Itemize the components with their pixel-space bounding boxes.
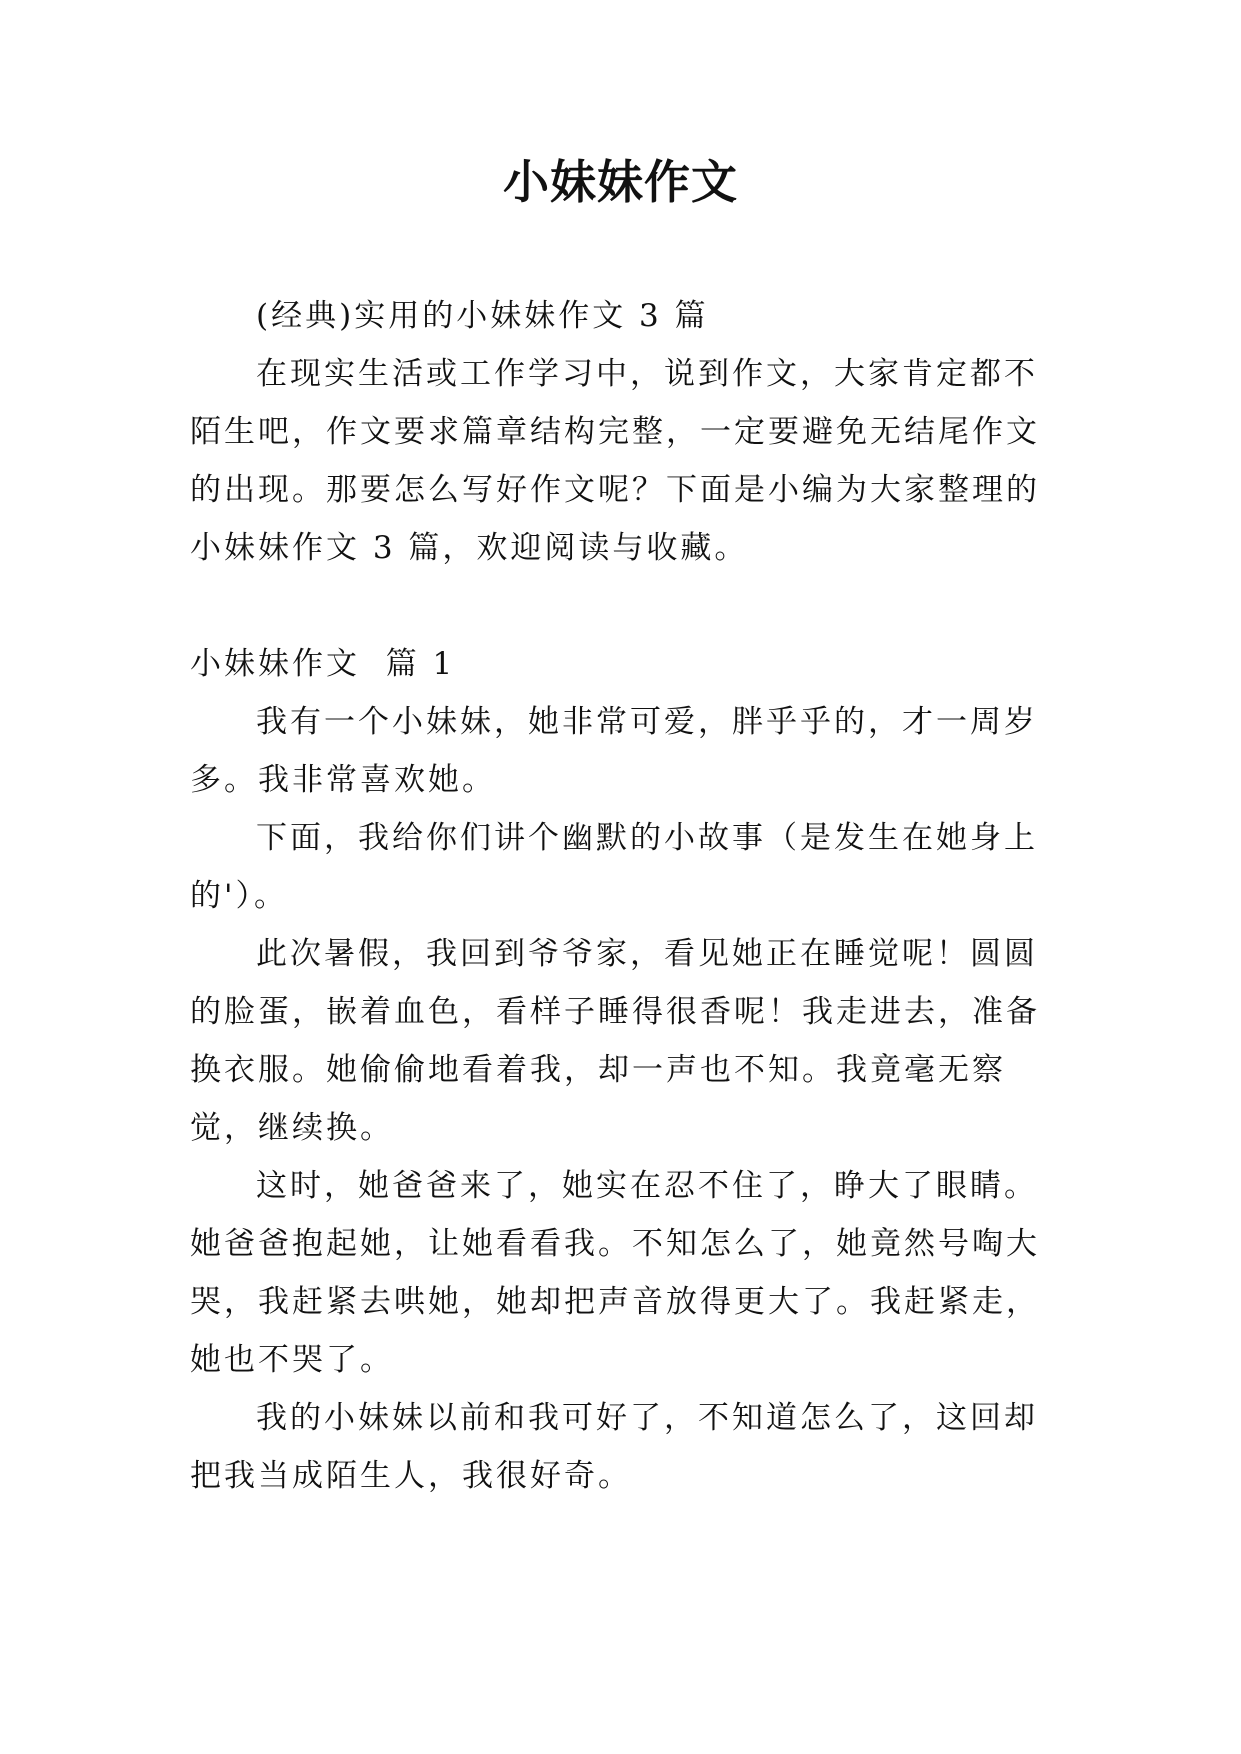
body-paragraph-1: 我有一个小妹妹，她非常可爱，胖乎乎的，才一周岁多。我非常喜欢她。 [190,704,1038,798]
document-subtitle: (经典)实用的小妹妹作文 3 篇 [256,298,709,334]
section-gap [190,577,1050,635]
document-title: 小妹妹作文 [503,155,738,209]
body-paragraph-4: 这时，她爸爸来了，她实在忍不住了，睁大了眼睛。她爸爸抱起她，让她看看我。不知怎么了，她竟然号啕大哭，我赶紧去哄她，她却把声音放得更大了。我赶紧走，她也不哭了。 [190,1168,1040,1378]
section-heading: 小妹妹作文 篇 1 [190,646,456,682]
body-paragraph-3: 此次暑假，我回到爷爷家，看见她正在睡觉呢！圆圆的脸蛋，嵌着血色，看样子睡得很香呢！我走进去，准备换衣服。她偷偷地看着我，却一声也不知。我竟毫无察觉，继续换。 [190,936,1040,1146]
body-paragraph-2: 下面，我给你们讲个幽默的小故事（是发生在她身上的'）。 [190,820,1038,914]
intro-paragraph: 在现实生活或工作学习中，说到作文，大家肯定都不陌生吧，作文要求篇章结构完整，一定要避免无结尾作文的出现。那要怎么写好作文呢？下面是小编为大家整理的小妹妹作文 3 篇，欢迎阅读与收藏。 [190,356,1040,566]
document-body [190,287,1050,1505]
body-paragraph-5: 我的小妹妹以前和我可好了，不知道怎么了，这回却把我当成陌生人，我很好奇。 [190,1400,1038,1494]
